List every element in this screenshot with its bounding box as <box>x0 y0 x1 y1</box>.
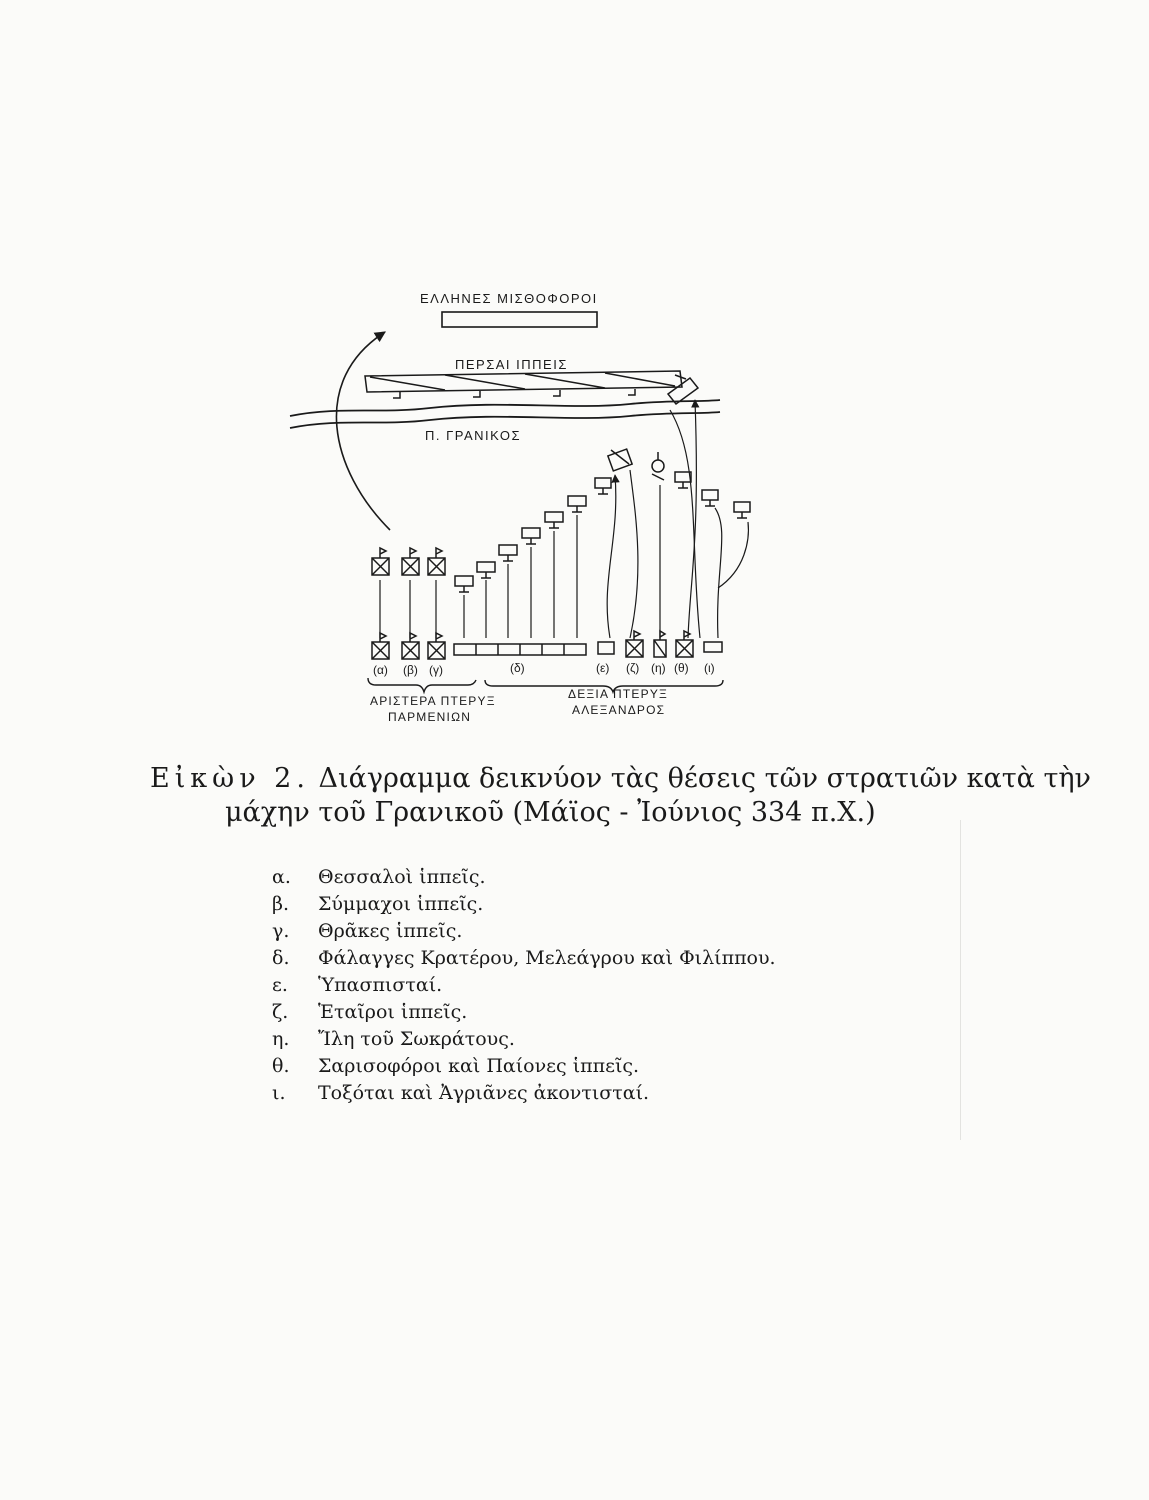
legend-item <box>272 947 776 974</box>
legend-key: ι. <box>272 1082 286 1104</box>
legend-key: ε. <box>272 974 288 996</box>
legend-item <box>272 866 776 893</box>
legend-key: θ. <box>272 1055 290 1077</box>
legend-item <box>272 1028 776 1055</box>
unit-label-b: (β) <box>403 663 418 677</box>
river-label: Π. ΓΡΑΝΙΚΟΣ <box>425 428 522 443</box>
legend-item <box>272 893 776 920</box>
left-wing-commander: ΠΑΡΜΕΝΙΩΝ <box>388 710 472 724</box>
unit-label-i: (ι) <box>704 661 715 675</box>
persian-cavalry-line <box>365 371 698 404</box>
bleed-through-text <box>960 820 1121 1140</box>
flanking-arrow <box>336 332 390 530</box>
unit-label-a: (α) <box>373 663 388 677</box>
legend-text: Τοξόται καὶ Ἀγριᾶνες ἀκοντισταί. <box>318 1082 650 1104</box>
greek-mercenaries-block <box>442 312 597 327</box>
caption-text-1: Διάγραμμα δεικνύον τὰς θέσεις τῶν στρατιῶν κατὰ τὴν <box>318 763 1091 794</box>
legend-text: Σαρισοφόροι καὶ Παίονες ἱππεῖς. <box>318 1055 640 1077</box>
caption-prefix: Εἰκὼν 2. <box>150 763 310 794</box>
legend-key: δ. <box>272 947 290 969</box>
legend-text: Ἴλη τοῦ Σωκράτους. <box>318 1028 515 1050</box>
unit-label-e: (ε) <box>596 661 610 675</box>
legend-text: Σύμμαχοι ἱππεῖς. <box>318 893 484 915</box>
legend-text: Θεσσαλοὶ ἱππεῖς. <box>318 866 486 888</box>
persian-flank-unit <box>668 378 698 404</box>
legend-key: α. <box>272 866 291 888</box>
unit-labels <box>373 661 715 677</box>
legend-key: γ. <box>272 920 290 942</box>
legend-item <box>272 1082 776 1109</box>
legend-key: η. <box>272 1028 290 1050</box>
legend-text: Ὑπασπισταί. <box>318 974 443 996</box>
legend-item <box>272 1055 776 1082</box>
caption-line-2: μάχην τοῦ Γρανικοῦ (Μάϊος - Ἰούνιος 334 π.Χ.) <box>225 797 876 828</box>
battle-diagram <box>270 240 770 730</box>
legend-item <box>272 974 776 1001</box>
left-wing-forward-units <box>372 548 445 575</box>
legend <box>272 866 776 1109</box>
unit-label-z: (ζ) <box>626 661 640 675</box>
echelon-units <box>455 449 750 592</box>
legend-item <box>272 920 776 947</box>
greek-mercenaries-label: ΕΛΛΗΝΕΣ ΜΙΣΘΟΦΟΡΟΙ <box>420 291 598 306</box>
unit-label-g: (γ) <box>429 663 443 677</box>
right-wing-label: ΔΕΞΙΑ ΠΤΕΡΥΞ <box>568 687 669 701</box>
legend-key: β. <box>272 893 290 915</box>
caption-line-1 <box>150 762 1091 796</box>
legend-text: Φάλαγγες Κρατέρου, Μελεάγρου καὶ Φιλίππου. <box>318 947 776 969</box>
unit-label-h: (η) <box>651 661 666 675</box>
left-wing-label: ΑΡΙΣΤΕΡΑ ΠΤΕΡΥΞ <box>370 694 496 708</box>
wing-braces <box>368 678 723 692</box>
legend-item <box>272 1001 776 1028</box>
granicus-river <box>290 400 720 428</box>
legend-text: Ἑταῖροι ἱππεῖς. <box>318 1001 468 1023</box>
right-wing-commander: ΑΛΕΞΑΝΔΡΟΣ <box>572 703 666 717</box>
figure-caption <box>150 762 1091 830</box>
unit-label-d: (δ) <box>510 661 525 675</box>
unit-label-th: (θ) <box>674 661 689 675</box>
legend-key: ζ. <box>272 1001 289 1023</box>
rear-deployment-line <box>372 631 722 659</box>
persian-cavalry-label: ΠΕΡΣΑΙ ΙΠΠΕΙΣ <box>455 357 568 372</box>
legend-text: Θρᾶκες ἱππεῖς. <box>318 920 463 942</box>
